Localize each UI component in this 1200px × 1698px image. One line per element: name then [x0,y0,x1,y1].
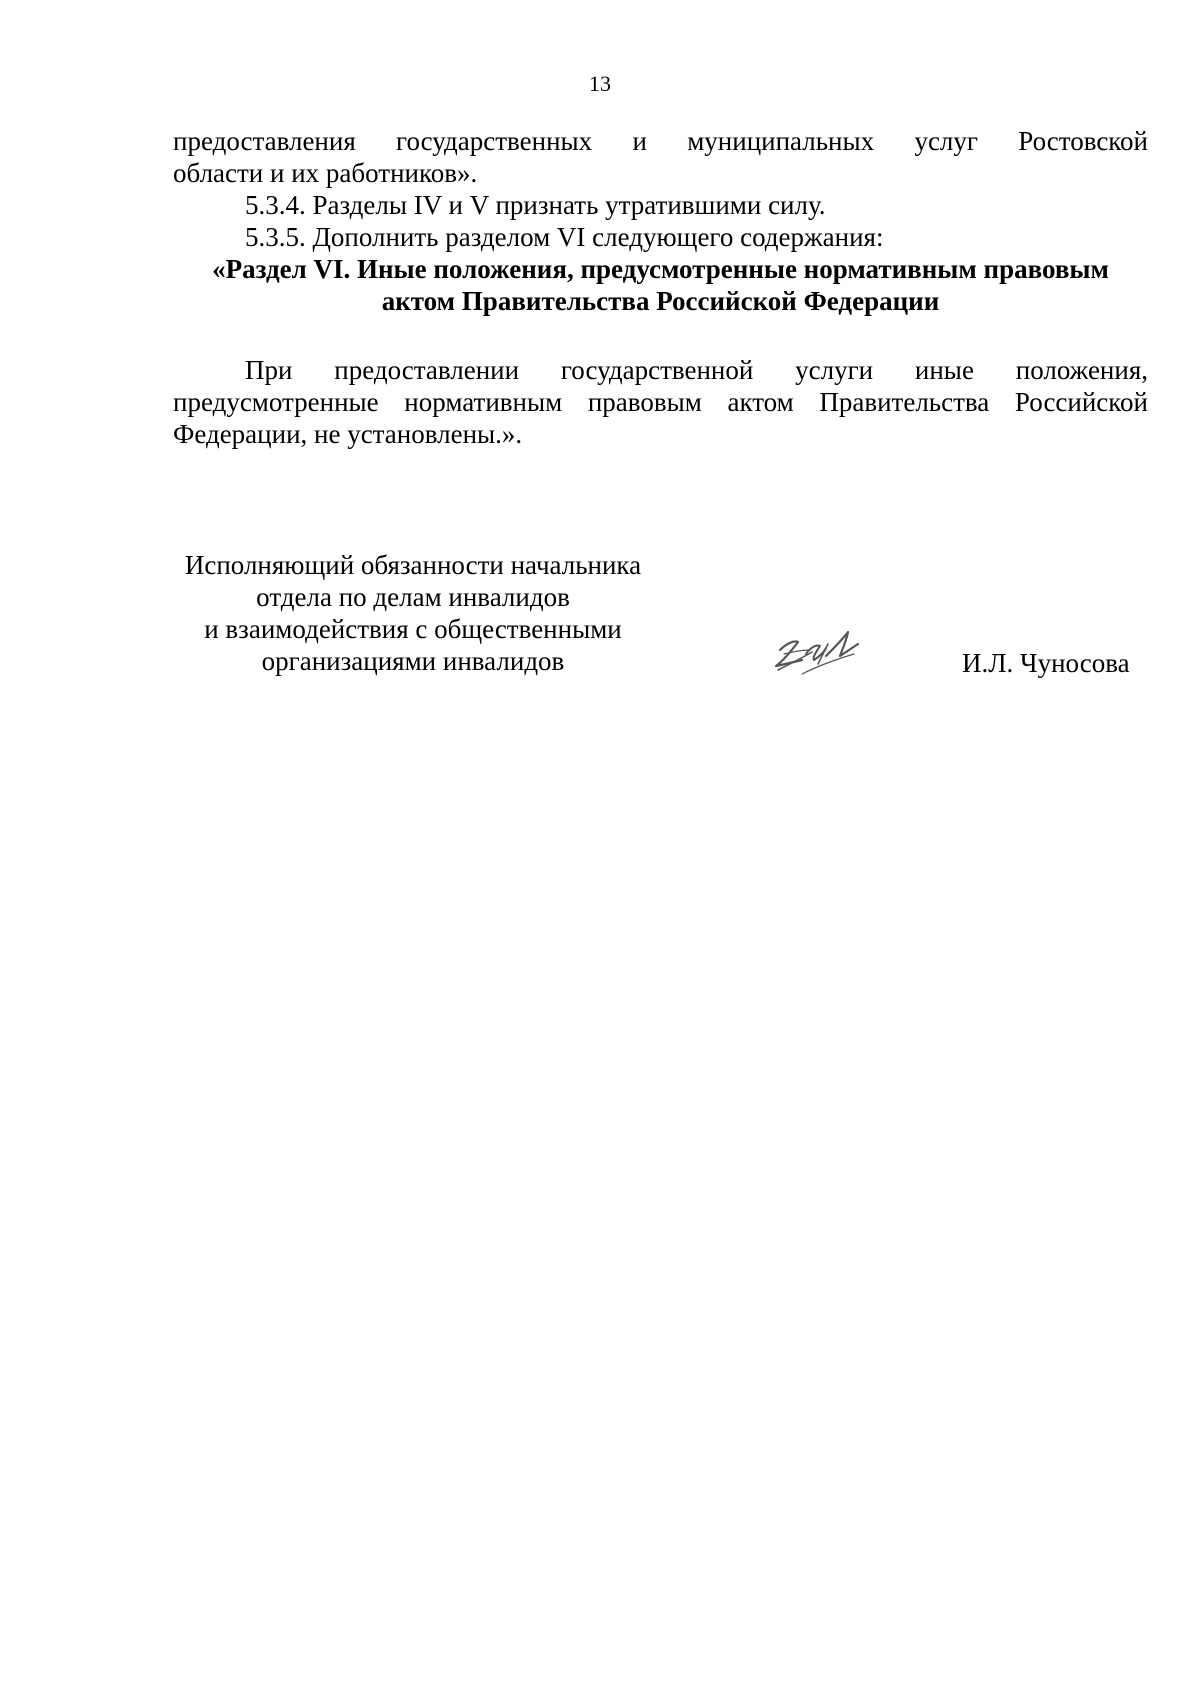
section-heading-line: актом Правительства Российской Федерации [381,286,940,316]
section-body [173,354,1148,450]
section-body-line: Федерации, не установлены.». [173,419,523,449]
signatory-title-line: и взаимодействия с общественными [204,614,622,644]
signatory-title [168,549,658,677]
section-body-line: предусмотренные нормативным правовым актом Правительства Российской [173,387,1148,417]
section-heading-line: «Раздел VI. Иные положения, предусмотренные нормативным правовым [212,254,1109,284]
signatory-title-line: Исполняющий обязанности начальника [184,550,642,580]
signatory-name: И.Л. Чуносова [962,648,1130,678]
section-heading [173,253,1148,317]
handwritten-signature [762,620,866,678]
item-5-3-5: 5.3.5. Дополнить разделом VI следующего содержания: [245,222,884,252]
page-number: 13 [589,71,611,96]
signatory-title-line: организациями инвалидов [261,646,565,676]
paragraph-line: предоставления государственных и муниципальных услуг Ростовской [173,126,1148,156]
paragraph-line: области и их работников». [173,158,478,188]
section-body-line: При предоставлении государственной услуги иные положения, [245,355,1148,385]
signatory-title-line: отдела по делам инвалидов [256,582,570,612]
item-5-3-4: 5.3.4. Разделы IV и V признать утратившими силу. [245,190,826,220]
paragraph-continuation [173,125,1148,253]
